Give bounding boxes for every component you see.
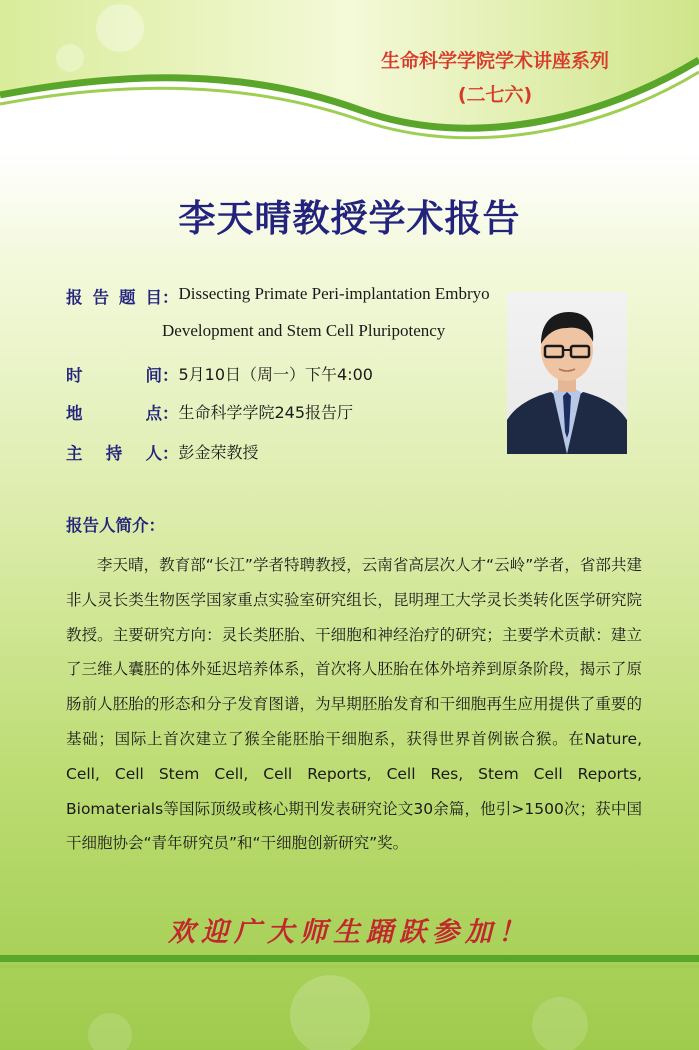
- place-colon: ：: [162, 404, 179, 423]
- host-value: 彭金荣教授: [178, 443, 259, 462]
- footer-wave-decoration: [0, 955, 699, 1050]
- topic-colon: ：: [162, 288, 179, 307]
- speaker-photo-icon: [507, 292, 627, 454]
- time-row: [66, 362, 373, 386]
- topic-label: [66, 284, 162, 308]
- welcome-slogan: 欢迎广大师生踊跃参加！: [168, 917, 531, 948]
- place-label-char: 地: [66, 404, 83, 423]
- place-label: [66, 400, 162, 424]
- host-label-char: 人: [145, 444, 162, 463]
- topic-row: [66, 284, 490, 308]
- place-row: [66, 400, 353, 424]
- place-value: 生命科学学院245报告厅: [178, 403, 354, 422]
- topic-label-char: 报: [66, 288, 83, 307]
- host-label-char: 主: [66, 444, 83, 463]
- bio-text: 李天晴，教育部“长江”学者特聘教授，云南省高层次人才“云岭”学者，省部共建非人灵长类生物医学国家重点实验室研究组长，昆明理工大学灵长类转化医学研究院教授。主要研究方向：灵长类胚胎、干细胞和神经治疗的研究；主要学术贡献：建立了三维人囊胚的体外延迟培养体系，首次将人胚胎在体外培养到原条阶段，揭示了原肠前人胚胎的形态和分子发育图谱，为早期胚胎发育和干细胞再生应用提供了重要的基础；国际上首次建立了猴全能胚胎干细胞系，获得世界首例嵌合猴。在Nature, Cell, Cell Stem Cell, Cell Reports, Cell Res, Stem Cell Reports, Biomaterials等国际顶级或核心期刊发表研究论文30余篇，他引>1500次；获中国干细胞协会“青年研究员”和“干细胞创新研究”奖。: [66, 556, 642, 853]
- bio-heading: 报告人简介：: [66, 516, 165, 535]
- host-row: [66, 440, 259, 464]
- lecture-series-title: [315, 44, 675, 112]
- place-label-char: 点: [145, 404, 162, 423]
- series-line-2: (二七六): [457, 84, 533, 106]
- series-line-1: 生命科学学院学术讲座系列: [380, 50, 609, 72]
- topic-label-char: 题: [119, 288, 136, 307]
- time-value: 5月10日（周一）下午4:00: [178, 365, 373, 384]
- host-label: [66, 440, 162, 464]
- time-label-char: 时: [66, 366, 83, 385]
- time-label: [66, 362, 162, 386]
- host-colon: ：: [162, 444, 179, 463]
- speaker-photo: [507, 292, 627, 454]
- time-colon: ：: [162, 366, 179, 385]
- topic-label-char: 告: [92, 288, 109, 307]
- host-label-char: 持: [105, 444, 123, 463]
- time-label-char: 间: [145, 366, 162, 385]
- topic-row-2: [162, 321, 445, 341]
- page-title: 李天晴教授学术报告: [178, 197, 521, 240]
- topic-line-1: Dissecting Primate Peri-implantation Embryo: [178, 284, 490, 303]
- topic-label-char: 目: [145, 288, 162, 307]
- topic-line-2: Development and Stem Cell Pluripotency: [162, 321, 446, 340]
